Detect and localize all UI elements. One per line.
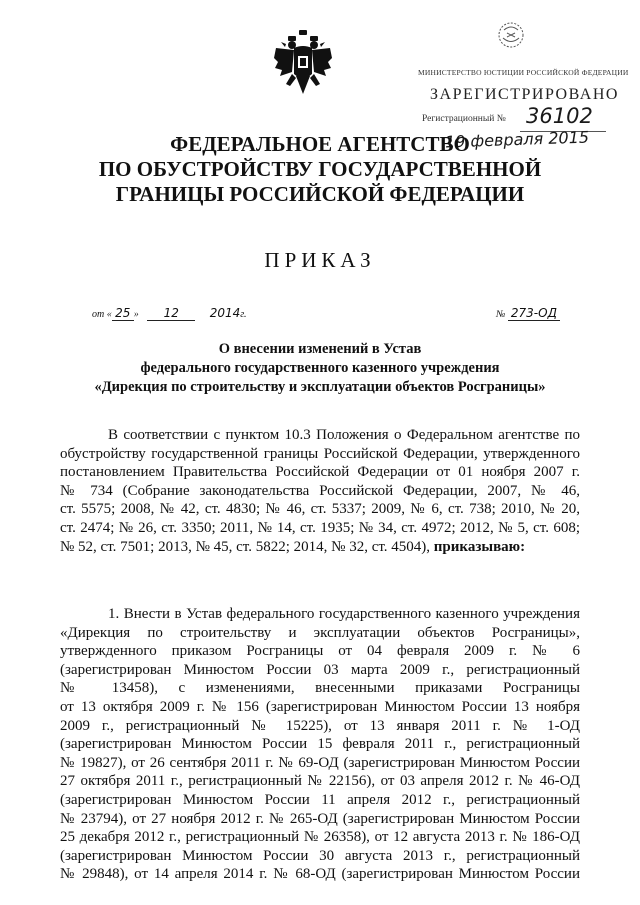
text-line: № 734 (Собрание законодательства Российской Федерации, 2007, № 46, xyxy=(60,482,580,499)
text-line: № 52, ст. 7501; 2013, № 45, ст. 5822; 2014, № 32, ст. 4504), xyxy=(60,538,431,555)
subject-line: федерального государственного казенного учреждения xyxy=(140,360,500,376)
text-line: (зарегистрирован Минюстом России 11 апреля 2012 г., регистрационный xyxy=(60,791,580,808)
order-date xyxy=(92,306,247,321)
stamp-regno-label: Регистрационный № xyxy=(422,114,506,124)
stamp-date-handwritten: 19 февраля 2015 xyxy=(444,127,590,152)
text-line: 25 декабря 2012 г., регистрационный № 26358), от 12 августа 2013 г. № 186-ОД xyxy=(60,829,580,846)
order-number xyxy=(496,306,560,321)
text-line: В соответствии с пунктом 10.3 Положения о Федеральном агентстве по xyxy=(108,427,580,443)
text-line: (зарегистрирован Минюстом России 30 августа 2013 г., регистрационный xyxy=(60,847,580,864)
text-line: утвержденного приказом Росграницы от 04 февраля 2009 г. № 6 xyxy=(60,643,580,660)
agency-name xyxy=(96,132,544,207)
date-month: 12 xyxy=(147,306,195,321)
text-line: от 13 октября 2009 г. № 156 (зарегистрирован Минюстом России 13 ноября xyxy=(60,698,580,715)
number-value: 273-ОД xyxy=(508,306,560,321)
stamp-seal-icon xyxy=(486,18,536,52)
date-year-suffix: г. xyxy=(240,309,247,320)
order-keyword: приказываю: xyxy=(433,538,526,555)
document-type-title: ПРИКАЗ xyxy=(264,248,376,272)
text-line: ст. 2474; № 26, ст. 3350; 2011, № 14, ст. 1935; № 34, ст. 4972; 2012, № 5, ст. 608; xyxy=(60,519,580,536)
stamp-regno-value: 36102 xyxy=(526,104,593,128)
text-line: № 19827), от 26 сентября 2011 г. № 69-ОД (зарегистрирован Минюстом России xyxy=(60,754,580,771)
text-line: 1. Внести в Устав федерального государственного казенного учреждения xyxy=(108,606,580,622)
text-line-final xyxy=(60,538,580,557)
text-line: ст. 5575; 2008, № 42, ст. 4830; № 46, ст. 5337; 2009, № 6, ст. 738; 2010, № 20, xyxy=(60,501,580,518)
text-line: № 29848), от 14 апреля 2014 г. № 68-ОД (зарегистрирован Минюстом России xyxy=(60,866,580,883)
text-line: (зарегистрирован Минюстом России 03 марта 2009 г., регистрационный xyxy=(60,661,580,678)
text-line: постановлением Правительства Российской Федерации от 01 ноября 2007 г. xyxy=(60,464,580,481)
text-line: № 13458), с изменениями, внесенными приказами Росграницы xyxy=(60,680,580,697)
text-line: обустройству государственной границы Российской Федерации, утвержденного xyxy=(60,445,580,462)
item-1-paragraph xyxy=(60,605,580,884)
text-line: 2009 г., регистрационный № 15225), от 13 января 2011 г. № 1-ОД xyxy=(60,717,580,734)
agency-name-line: ГРАНИЦЫ РОССИЙСКОЙ ФЕДЕРАЦИИ xyxy=(115,182,525,206)
date-prefix: от « xyxy=(92,309,112,320)
order-subject xyxy=(60,340,580,397)
stamp-ministry-line: МИНИСТЕРСТВО ЮСТИЦИИ РОССИЙСКОЙ ФЕДЕРАЦИИ xyxy=(418,68,629,77)
stamp-registered-label: ЗАРЕГИСТРИРОВАНО xyxy=(430,86,619,103)
text-line: (зарегистрирован Минюстом России 15 февраля 2011 г., регистрационный xyxy=(60,736,580,753)
preamble-paragraph xyxy=(60,426,580,556)
date-year: 2014 xyxy=(209,306,241,320)
agency-name-line: ФЕДЕРАЛЬНОЕ АГЕНТСТВО xyxy=(170,132,470,156)
text-line: 27 октября 2011 г., регистрационный № 22156), от 03 апреля 2012 г. № 46-ОД xyxy=(60,773,580,790)
number-prefix: № xyxy=(496,309,506,320)
date-day: 25 xyxy=(112,306,134,321)
agency-name-line: ПО ОБУСТРОЙСТВУ ГОСУДАРСТВЕННОЙ xyxy=(98,157,542,181)
date-day-close: » xyxy=(133,309,139,320)
text-line: № 23794), от 27 ноября 2012 г. № 265-ОД (зарегистрирован Минюстом России xyxy=(60,810,580,827)
subject-line: О внесении изменений в Устав xyxy=(218,341,422,357)
text-line: «Дирекция по строительству и эксплуатации объектов Росграницы», xyxy=(60,624,580,641)
coat-of-arms-icon xyxy=(272,28,334,100)
subject-line: «Дирекция по строительству и эксплуатации объектов Росграницы» xyxy=(94,379,546,395)
